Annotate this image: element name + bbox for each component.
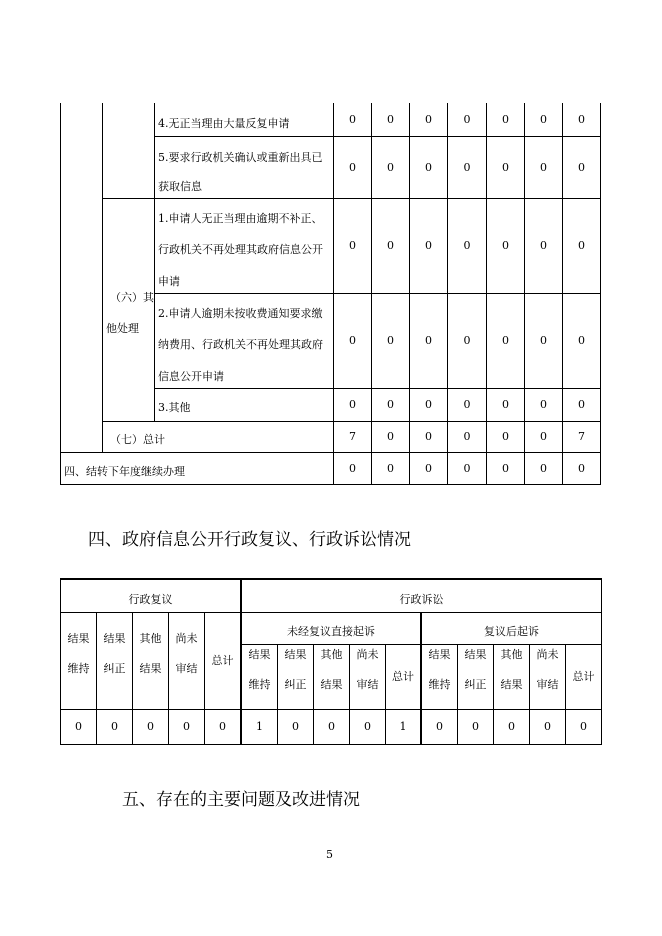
table-cell: 0	[425, 161, 432, 174]
table-cell: 0	[349, 113, 356, 126]
table-cell: 0	[463, 462, 471, 475]
table-cell: 0	[502, 462, 509, 475]
column-header-l2: 纠正	[284, 678, 307, 691]
table-cell: 7	[578, 430, 585, 443]
page-number: 5	[326, 848, 333, 861]
table-cell: 0	[540, 113, 547, 126]
table-cell: 0	[364, 720, 371, 733]
column-header-l2: 纠正	[103, 662, 126, 675]
table-cell: 0	[425, 334, 432, 347]
column-header-l2: 维持	[428, 678, 451, 691]
table-cell: 0	[540, 462, 547, 475]
table-cell: 0	[292, 720, 299, 733]
column-header-l1: 其他	[139, 632, 162, 645]
table-cell: 0	[387, 398, 394, 411]
table-cell: 0	[540, 161, 547, 174]
table-cell: 0	[463, 113, 471, 126]
table-cell: 0	[75, 720, 82, 733]
table-cell: 0	[540, 334, 547, 347]
column-header-l1: 其他	[320, 648, 343, 661]
section-5-title: 五、存在的主要问题及改进情况	[122, 790, 360, 810]
direct-litigation-header: 未经复议直接起诉	[287, 625, 375, 638]
table-cell: 0	[540, 430, 547, 443]
table-cell: 0	[578, 398, 585, 411]
table-cell: 0	[387, 430, 394, 443]
column-header-l2: 审结	[536, 678, 559, 691]
table-cell: 0	[578, 462, 585, 475]
column-header-total: 总计	[572, 670, 595, 683]
table-cell: 0	[540, 398, 547, 411]
admin-litigation-header: 行政诉讼	[399, 593, 444, 606]
table-cell: 0	[502, 334, 509, 347]
table-cell: 0	[502, 398, 509, 411]
table-cell: 0	[387, 113, 394, 126]
column-header-l2: 维持	[248, 678, 271, 691]
column-header-l1: 尚未	[356, 648, 379, 661]
table-cell: 0	[183, 720, 190, 733]
table-cell: 0	[540, 239, 547, 252]
column-header-l1: 其他	[500, 648, 523, 661]
table-cell: 0	[578, 334, 585, 347]
row-5-label-line2: 获取信息	[158, 180, 202, 193]
table-cell: 0	[502, 161, 509, 174]
table-cell: 0	[219, 720, 226, 733]
table-cell: 0	[349, 398, 356, 411]
column-header-l2: 维持	[67, 662, 90, 675]
row-6-2-label-line2: 纳费用、行政机关不再处理其政府	[158, 338, 323, 351]
table-cell: 0	[463, 161, 471, 174]
column-header-total: 总计	[392, 670, 414, 683]
row-6-1-label-line2: 行政机关不再处理其政府信息公开	[158, 243, 323, 256]
row-4-label: 4.无正当理由大量反复申请	[158, 117, 290, 130]
table-cell: 0	[387, 239, 394, 252]
table-cell: 0	[387, 462, 394, 475]
column-header-total: 总计	[211, 654, 234, 667]
row-5-label-line1: 5.要求行政机关确认或重新出具已	[158, 151, 323, 164]
table-cell: 0	[463, 398, 471, 411]
section-4-title: 四、政府信息公开行政复议、行政诉讼情况	[88, 530, 411, 550]
table-cell: 0	[425, 398, 432, 411]
table-cell: 0	[349, 239, 356, 252]
table-cell: 0	[578, 113, 585, 126]
column-header-l1: 尚未	[536, 648, 559, 661]
column-header-l1: 结果	[464, 648, 487, 661]
table-cell: 0	[328, 720, 335, 733]
row-6-3-label: 3.其他	[158, 401, 191, 414]
column-header-l2: 纠正	[464, 678, 487, 691]
table-cell: 0	[578, 161, 585, 174]
column-header-l1: 尚未	[175, 632, 198, 645]
table-cell: 0	[349, 161, 356, 174]
column-header-l2: 结果	[500, 678, 523, 691]
table-cell: 0	[425, 239, 432, 252]
table-cell: 0	[544, 720, 551, 733]
table-cell: 0	[580, 720, 587, 733]
table-cell: 0	[502, 430, 509, 443]
column-header-l1: 结果	[428, 648, 451, 661]
group-6-label-line1: （六）其	[110, 291, 154, 304]
column-header-l2: 结果	[320, 678, 343, 691]
column-header-l2: 审结	[175, 662, 198, 675]
table-cell: 7	[349, 430, 356, 443]
column-header-l1: 结果	[284, 648, 307, 661]
table-cell: 0	[502, 239, 509, 252]
column-header-l1: 结果	[103, 632, 126, 645]
row-6-2-label-line1: 2.申请人逾期未按收费通知要求缴	[158, 307, 323, 320]
table-cell: 0	[463, 239, 471, 252]
table-cell: 0	[425, 430, 432, 443]
table-cell: 0	[425, 113, 432, 126]
table-cell: 0	[436, 720, 443, 733]
table-cell: 0	[111, 720, 118, 733]
column-header-l2: 审结	[356, 678, 379, 691]
table-cell: 0	[425, 462, 432, 475]
row-6-1-label-line1: 1.申请人无正当理由逾期不补正、	[158, 212, 323, 225]
table-cell: 0	[502, 113, 509, 126]
table-cell: 0	[349, 334, 356, 347]
table-cell: 0	[472, 720, 479, 733]
table-cell: 0	[387, 334, 394, 347]
row-8-label: 四、结转下年度继续办理	[64, 465, 185, 478]
row-6-2-label-line3: 信息公开申请	[158, 370, 224, 383]
table-cell: 1	[399, 720, 407, 733]
group-6-label-line2: 他处理	[106, 322, 139, 335]
table-cell: 0	[463, 334, 471, 347]
table-cell: 1	[256, 720, 263, 733]
row-6-1-label-line3: 申请	[158, 275, 180, 288]
column-header-l1: 结果	[248, 648, 271, 661]
admin-review-header: 行政复议	[128, 593, 173, 606]
table-cell: 0	[578, 239, 585, 252]
row-7-label: （七）总计	[110, 433, 165, 446]
post-review-litigation-header: 复议后起诉	[484, 625, 539, 638]
table-cell: 0	[349, 462, 356, 475]
table-cell: 0	[147, 720, 154, 733]
table-cell: 0	[463, 430, 471, 443]
table-cell: 0	[387, 161, 394, 174]
table-cell: 0	[508, 720, 515, 733]
column-header-l2: 结果	[139, 662, 162, 675]
column-header-l1: 结果	[67, 632, 90, 645]
